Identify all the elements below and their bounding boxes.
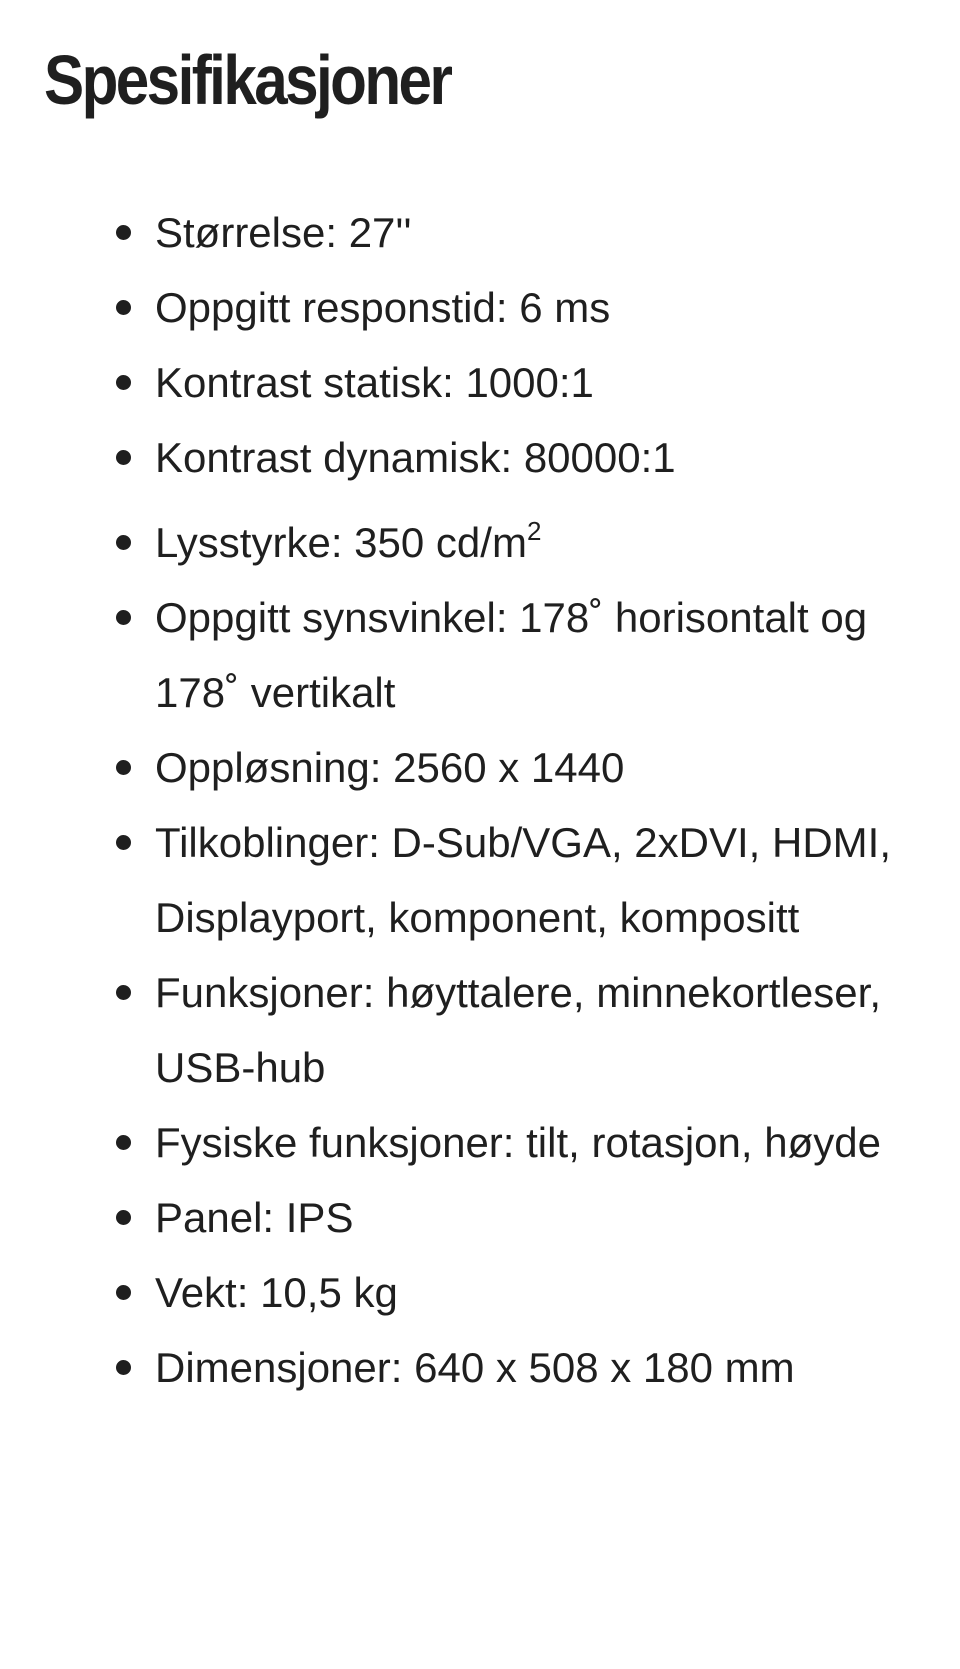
spec-label: Størrelse [155, 209, 326, 256]
spec-item-connections: Tilkoblinger: D-Sub/VGA, 2xDVI, HDMI, Displayport, komponent, kompositt [0, 805, 930, 955]
spec-value: 1000:1 [465, 359, 594, 406]
bullet-icon [116, 450, 131, 465]
spec-value: 27'' [348, 209, 412, 256]
bullet-icon [116, 1360, 131, 1375]
spec-list [0, 195, 930, 1405]
bullet-icon [116, 300, 131, 315]
spec-item-viewing-angle: Oppgitt synsvinkel: 178˚ horisontalt og 178˚ vertikalt [0, 580, 930, 730]
spec-label: Dimensjoner [155, 1344, 391, 1391]
spec-value: D-Sub/VGA, 2xDVI, HDMI, Displayport, komponent, kompositt [155, 819, 891, 941]
spec-label: Vekt [155, 1269, 237, 1316]
spec-item-dimensions: Dimensjoner: 640 x 508 x 180 mm [0, 1330, 930, 1405]
spec-item-resolution: Oppløsning: 2560 x 1440 [0, 730, 930, 805]
spec-item-weight: Vekt: 10,5 kg [0, 1255, 930, 1330]
spec-label: Lysstyrke [155, 519, 331, 566]
spec-label: Tilkoblinger [155, 819, 369, 866]
bullet-icon [116, 985, 131, 1000]
spec-value: 350 cd/m [354, 519, 527, 566]
bullet-icon [116, 535, 131, 550]
spec-value: 80000:1 [523, 434, 676, 481]
spec-label: Kontrast dynamisk [155, 434, 501, 481]
spec-label: Oppgitt synsvinkel [155, 594, 496, 641]
spec-superscript: 2 [526, 516, 542, 546]
spec-item-brightness: Lysstyrke: 350 $cd/m^2$ [0, 505, 930, 580]
spec-item-size: Størrelse: 27'' [0, 195, 930, 270]
bullet-icon [116, 1210, 131, 1225]
spec-value: tilt, rotasjon, høyde [526, 1119, 881, 1166]
spec-label: Panel [155, 1194, 263, 1241]
spec-label: Oppgitt responstid [155, 284, 496, 331]
spec-value: 2560 x 1440 [393, 744, 625, 791]
spec-value: 640 x 508 x 180 mm [414, 1344, 795, 1391]
spec-item-panel: Panel: IPS [0, 1180, 930, 1255]
bullet-icon [116, 760, 131, 775]
bullet-icon [116, 1135, 131, 1150]
spec-value: 178˚ horisontalt og 178˚ vertikalt [155, 594, 868, 716]
spec-item-static-contrast: Kontrast statisk: 1000:1 [0, 345, 930, 420]
spec-value: IPS [285, 1194, 354, 1241]
spec-label: Funksjoner [155, 969, 363, 1016]
spec-label: Fysiske funksjoner [155, 1119, 503, 1166]
bullet-icon [116, 225, 131, 240]
spec-value: 10,5 kg [260, 1269, 398, 1316]
spec-item-dynamic-contrast: Kontrast dynamisk: 80000:1 [0, 420, 930, 495]
spec-item-physical-features: Fysiske funksjoner: tilt, rotasjon, høyde [0, 1105, 930, 1180]
bullet-icon [116, 375, 131, 390]
bullet-icon [116, 1285, 131, 1300]
spec-item-features: Funksjoner: høyttalere, minnekortleser, USB-hub [0, 955, 930, 1105]
spec-value: 6 ms [519, 284, 611, 331]
spec-value: høyttalere, minnekortleser, USB-hub [155, 969, 881, 1091]
spec-item-response-time: Oppgitt responstid: 6 ms [0, 270, 930, 345]
spec-label: Kontrast statisk [155, 359, 443, 406]
page-title: Spesifikasjoner [44, 41, 451, 119]
spec-label: Oppløsning [155, 744, 370, 791]
bullet-icon [116, 610, 131, 625]
bullet-icon [116, 835, 131, 850]
